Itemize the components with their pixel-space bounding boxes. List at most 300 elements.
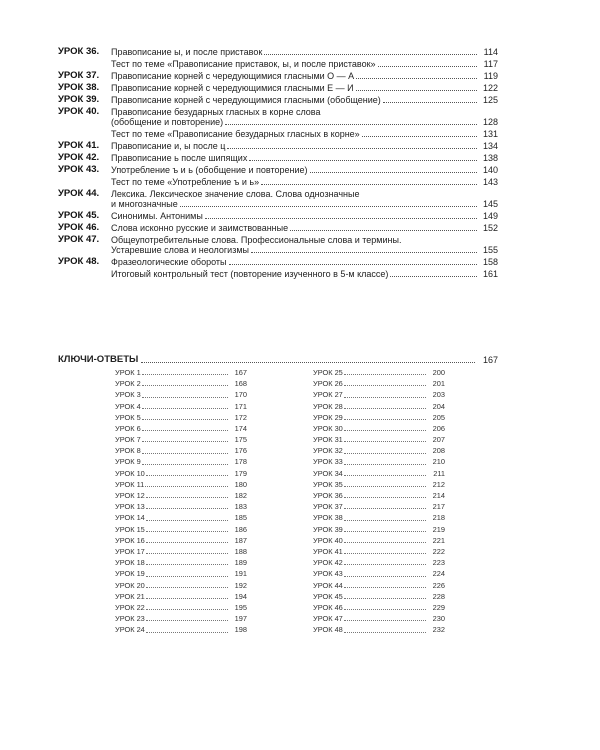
dot-leader: [344, 531, 426, 532]
dot-leader: [142, 374, 228, 375]
answer-key-item: [115, 568, 247, 579]
dot-leader: [146, 497, 228, 498]
dot-leader: [142, 430, 228, 431]
answer-key-lesson: УРОК 15: [115, 524, 145, 534]
toc-title-text: Фразеологические обороты: [111, 257, 227, 267]
toc-entry-description: [111, 189, 498, 209]
dot-leader: [142, 385, 228, 386]
answer-key-lesson: УРОК 27: [313, 390, 343, 400]
toc-title-text: Правописание корней с чередующимися гласными (обобщение): [111, 95, 381, 105]
answer-key-page: 187: [234, 535, 247, 545]
answer-key-page: 224: [432, 569, 445, 579]
answer-key-lesson: УРОК 36: [313, 491, 343, 501]
answer-key-page: 186: [234, 524, 247, 534]
toc-page-number: 131: [482, 129, 498, 139]
toc-title-text: (обобщение и повторение): [111, 117, 224, 127]
answer-key-lesson: УРОК 34: [313, 468, 343, 478]
toc-entry: [58, 95, 498, 105]
answer-key-item: [115, 479, 247, 490]
toc-page-number: 161: [482, 269, 498, 279]
toc-line: [111, 177, 498, 187]
lesson-number: УРОК 41.: [58, 140, 100, 151]
answer-key-lesson: УРОК 4: [115, 401, 141, 411]
toc-line: [111, 129, 498, 139]
dot-leader: [344, 632, 426, 633]
dot-leader: [146, 632, 228, 633]
dot-leader: [344, 486, 426, 487]
answer-key-lesson: УРОК 39: [313, 524, 343, 534]
dot-leader: [344, 620, 426, 621]
answer-key-item: [115, 512, 247, 523]
answer-key-page: 226: [432, 580, 445, 590]
dot-leader: [356, 78, 477, 79]
dot-leader: [180, 206, 477, 207]
answer-key-page: 197: [234, 614, 247, 624]
dot-leader: [344, 508, 426, 509]
toc-line: [111, 107, 498, 117]
answer-key-page: 180: [234, 479, 247, 489]
dot-leader: [142, 441, 228, 442]
answer-key-lesson: УРОК 9: [115, 457, 141, 467]
answer-key-item: [313, 378, 445, 389]
table-of-contents: [58, 47, 498, 279]
dot-leader: [344, 587, 426, 588]
dot-leader: [146, 553, 228, 554]
lesson-number: УРОК 38.: [58, 82, 100, 93]
answer-key-item: [115, 423, 247, 434]
toc-title-text: Правописание корней с чередующимися гласными О — А: [111, 71, 355, 81]
answer-key-item: [115, 457, 247, 468]
toc-entry: [58, 47, 498, 57]
toc-page-number: 152: [482, 223, 498, 233]
toc-entry: [58, 257, 498, 267]
lesson-number: УРОК 46.: [58, 222, 100, 233]
dot-leader: [142, 397, 228, 398]
keys-page-number: 167: [482, 355, 498, 365]
dot-leader: [378, 66, 477, 67]
answer-key-lesson: УРОК 30: [313, 423, 343, 433]
toc-title-text: Употребление ъ и ь (обобщение и повторение): [111, 165, 308, 175]
toc-page-number: 140: [482, 165, 498, 175]
answer-key-item: [115, 434, 247, 445]
answer-key-lesson: УРОК 6: [115, 423, 141, 433]
toc-entry: [58, 269, 498, 279]
toc-entry: [58, 153, 498, 163]
toc-entry-description: [111, 269, 498, 279]
answer-key-lesson: УРОК 22: [115, 602, 145, 612]
dot-leader: [344, 598, 426, 599]
answer-key-item: [115, 501, 247, 512]
dot-leader: [344, 419, 426, 420]
answer-key-item: [313, 389, 445, 400]
answer-key-page: 201: [432, 379, 445, 389]
answer-key-page: 188: [234, 546, 247, 556]
answer-key-item: [313, 412, 445, 423]
answer-key-page: 210: [432, 457, 445, 467]
answer-key-item: [115, 378, 247, 389]
answer-key-page: 228: [432, 591, 445, 601]
answer-key-lesson: УРОК 13: [115, 502, 145, 512]
answer-key-item: [115, 613, 247, 624]
answer-key-lesson: УРОК 29: [313, 412, 343, 422]
dot-leader: [344, 374, 426, 375]
answer-key-item: [313, 445, 445, 456]
dot-leader: [146, 475, 228, 476]
answer-key-page: 211: [433, 468, 445, 478]
answer-key-lesson: УРОК 20: [115, 580, 145, 590]
answer-key-lesson: УРОК 10: [115, 468, 145, 478]
toc-title-text: Тест по теме «Правописание приставок, ы, и после приставок»: [111, 59, 376, 69]
toc-page-number: 134: [482, 141, 498, 151]
answer-key-page: 223: [432, 558, 445, 568]
dot-leader: [290, 230, 477, 231]
answer-key-item: [313, 524, 445, 535]
answer-key-lesson: УРОК 21: [115, 591, 145, 601]
answer-key-item: [115, 557, 247, 568]
answer-key-lesson: УРОК 40: [313, 535, 343, 545]
answer-key-lesson: УРОК 14: [115, 513, 145, 523]
answer-key-lesson: УРОК 46: [313, 602, 343, 612]
answer-key-page: 168: [234, 379, 247, 389]
dot-leader: [344, 609, 426, 610]
lesson-number: УРОК 40.: [58, 106, 100, 117]
answer-key-item: [313, 580, 445, 591]
dot-leader: [344, 497, 426, 498]
answer-key-item: [115, 389, 247, 400]
toc-page-number: 149: [482, 211, 498, 221]
toc-page-number: 145: [482, 199, 498, 209]
toc-title-text: Тест по теме «Правописание безударных гласных в корне»: [111, 129, 360, 139]
answer-key-item: [313, 434, 445, 445]
answer-key-item: [313, 535, 445, 546]
toc-entry: [58, 211, 498, 221]
lesson-number: УРОК 42.: [58, 152, 100, 163]
toc-title-text: Правописание и, ы после ц: [111, 141, 226, 151]
toc-entry-description: [111, 211, 498, 221]
lesson-number: УРОК 48.: [58, 256, 100, 267]
answer-key-item: [115, 412, 247, 423]
lesson-number: УРОК 43.: [58, 164, 100, 175]
toc-line: [111, 235, 498, 245]
answer-key-item: [115, 624, 247, 635]
toc-entry-description: [111, 107, 498, 127]
lesson-number: УРОК 39.: [58, 94, 100, 105]
toc-title-text: Правописание ы, и после приставок: [111, 47, 263, 57]
toc-title-text: Правописание корней с чередующимися гласными Е — И: [111, 83, 354, 93]
answer-key-lesson: УРОК 33: [313, 457, 343, 467]
lesson-number: УРОК 45.: [58, 210, 100, 221]
answer-key-page: 170: [234, 390, 247, 400]
answer-key-lesson: УРОК 7: [115, 435, 141, 445]
answer-key-page: 217: [432, 502, 445, 512]
answer-key-page: 204: [432, 401, 445, 411]
answer-key-item: [115, 535, 247, 546]
toc-page-number: 117: [483, 59, 498, 69]
answer-key-item: [115, 468, 247, 479]
answer-key-lesson: УРОК 48: [313, 625, 343, 635]
answer-key-lesson: УРОК 18: [115, 558, 145, 568]
answer-key-page: 189: [234, 558, 247, 568]
dot-leader: [344, 464, 426, 465]
answer-key-item: [313, 613, 445, 624]
answer-key-item: [115, 546, 247, 557]
toc-line: [111, 153, 498, 163]
answer-key-lesson: УРОК 23: [115, 614, 145, 624]
answer-key-page: 229: [432, 602, 445, 612]
answer-key-item: [115, 524, 247, 535]
answer-key-lesson: УРОК 45: [313, 591, 343, 601]
toc-entry: [58, 141, 498, 151]
answer-key-lesson: УРОК 35: [313, 479, 343, 489]
toc-title-text: Тест по теме «Употребление ъ и ь»: [111, 177, 260, 187]
answer-key-item: [115, 591, 247, 602]
answer-key-page: 203: [432, 390, 445, 400]
dot-leader: [146, 576, 228, 577]
dot-leader: [344, 453, 426, 454]
dot-leader: [142, 408, 228, 409]
answer-key-item: [313, 602, 445, 613]
answer-key-page: 172: [234, 412, 247, 422]
dot-leader: [383, 102, 477, 103]
dot-leader: [344, 553, 426, 554]
dot-leader: [356, 90, 477, 91]
toc-title-text: Итоговый контрольный тест (повторение изученного в 5-м классе): [111, 269, 389, 279]
toc-page-number: 155: [482, 245, 498, 255]
dot-leader: [249, 160, 477, 161]
dot-leader: [344, 576, 426, 577]
toc-entry-description: [111, 47, 498, 57]
toc-entry-description: [111, 71, 498, 81]
toc-line: [111, 71, 498, 81]
answer-key-item: [313, 457, 445, 468]
answer-key-item: [313, 468, 445, 479]
toc-entry: [58, 223, 498, 233]
toc-entry-description: [111, 177, 498, 187]
toc-line: [111, 83, 498, 93]
dot-leader: [344, 397, 426, 398]
answer-key-page: 230: [432, 614, 445, 624]
toc-entry: [58, 59, 498, 69]
answer-key-page: 178: [234, 457, 247, 467]
answer-key-page: 212: [432, 479, 445, 489]
answer-key-page: 182: [234, 491, 247, 501]
answer-key-item: [313, 624, 445, 635]
toc-entry-description: [111, 223, 498, 233]
answer-key-page: 218: [432, 513, 445, 523]
dot-leader: [142, 419, 228, 420]
dot-leader: [225, 124, 477, 125]
dot-leader: [344, 520, 426, 521]
dot-leader: [145, 486, 228, 487]
toc-entry: [58, 165, 498, 175]
answer-key-page: 208: [432, 446, 445, 456]
answer-key-item: [115, 490, 247, 501]
dot-leader: [205, 218, 477, 219]
dot-leader: [344, 542, 426, 543]
answer-key-lesson: УРОК 26: [313, 379, 343, 389]
dot-leader: [146, 542, 228, 543]
answer-key-page: 219: [432, 524, 445, 534]
toc-line: [111, 117, 498, 127]
answer-key-lesson: УРОК 5: [115, 412, 141, 422]
toc-line: [111, 141, 498, 151]
dot-leader: [142, 464, 228, 465]
answer-key-item: [115, 580, 247, 591]
dot-leader: [344, 475, 426, 476]
dot-leader: [344, 441, 426, 442]
answer-key-lesson: УРОК 25: [313, 367, 343, 377]
answer-key-lesson: УРОК 37: [313, 502, 343, 512]
toc-page-number: 119: [483, 71, 498, 81]
keys-title: КЛЮЧИ-ОТВЕТЫ: [58, 354, 139, 365]
answer-key-lesson: УРОК 41: [313, 546, 343, 556]
answer-key-lesson: УРОК 24: [115, 625, 145, 635]
answer-key-page: 200: [432, 367, 445, 377]
answer-key-lesson: УРОК 28: [313, 401, 343, 411]
dot-leader: [261, 184, 477, 185]
toc-title-text: Устаревшие слова и неологизмы: [111, 245, 249, 255]
lesson-number: УРОК 47.: [58, 234, 100, 245]
toc-entry-description: [111, 129, 498, 139]
answer-key-item: [313, 490, 445, 501]
answer-key-item: [313, 367, 445, 378]
dot-leader: [146, 564, 228, 565]
toc-line: [111, 189, 498, 199]
answer-key-page: 175: [234, 435, 247, 445]
toc-title-text: Общеупотребительные слова. Профессиональные слова и термины.: [111, 235, 402, 245]
toc-entry-description: [111, 235, 498, 255]
toc-page-number: 125: [482, 95, 498, 105]
answer-key-page: 206: [432, 423, 445, 433]
dot-leader: [229, 264, 478, 265]
answer-key-page: 195: [234, 602, 247, 612]
answer-key-page: 205: [432, 412, 445, 422]
toc-title-text: Правописание безударных гласных в корне слова: [111, 107, 321, 117]
answer-key-lesson: УРОК 44: [313, 580, 343, 590]
answer-key-item: [313, 546, 445, 557]
answer-key-page: 222: [432, 546, 445, 556]
toc-line: [111, 211, 498, 221]
answer-key-lesson: УРОК 3: [115, 390, 141, 400]
answer-key-item: [115, 602, 247, 613]
answer-key-page: 232: [432, 625, 445, 635]
toc-line: [111, 257, 498, 267]
dot-leader: [310, 172, 477, 173]
dot-leader: [146, 587, 228, 588]
answer-key-item: [313, 512, 445, 523]
answer-key-lesson: УРОК 11: [115, 479, 145, 489]
dot-leader: [146, 531, 228, 532]
answer-key-item: [313, 557, 445, 568]
toc-line: [111, 269, 498, 279]
answer-key-lesson: УРОК 12: [115, 491, 145, 501]
toc-entry-description: [111, 83, 498, 93]
answer-key-page: 185: [234, 513, 247, 523]
dot-leader: [227, 148, 477, 149]
toc-entry: [58, 189, 498, 209]
toc-title-text: Правописание ь после шипящих: [111, 153, 248, 163]
toc-entry: [58, 129, 498, 139]
toc-line: [111, 47, 498, 57]
answer-key-item: [313, 479, 445, 490]
answer-key-lesson: УРОК 2: [115, 379, 141, 389]
dot-leader: [146, 598, 228, 599]
toc-line: [111, 245, 498, 255]
answer-key-lesson: УРОК 38: [313, 513, 343, 523]
answer-key-lesson: УРОК 1: [115, 367, 141, 377]
toc-title-text: Синонимы. Антонимы: [111, 211, 203, 221]
toc-page-number: 138: [482, 153, 498, 163]
answer-key-lesson: УРОК 31: [313, 435, 343, 445]
toc-entry-description: [111, 95, 498, 105]
answer-key-item: [115, 445, 247, 456]
dot-leader: [344, 408, 426, 409]
dot-leader: [390, 276, 477, 277]
answer-key-page: 183: [234, 502, 247, 512]
answer-key-page: 167: [234, 367, 247, 377]
toc-entry-description: [111, 165, 498, 175]
toc-entry: [58, 235, 498, 255]
answer-key-lesson: УРОК 32: [313, 446, 343, 456]
answer-key-page: 171: [234, 401, 247, 411]
answer-key-lesson: УРОК 19: [115, 569, 145, 579]
dot-leader: [264, 54, 477, 55]
toc-page-number: 122: [482, 83, 498, 93]
keys-column-right: [313, 367, 445, 636]
answer-key-page: 221: [432, 535, 445, 545]
answer-key-lesson: УРОК 17: [115, 546, 145, 556]
toc-entry-description: [111, 153, 498, 163]
answer-key-page: 214: [432, 491, 445, 501]
dot-leader: [146, 508, 228, 509]
toc-title-text: Слова исконно русские и заимствованные: [111, 223, 289, 233]
lesson-number: УРОК 36.: [58, 46, 100, 57]
toc-page-number: 143: [482, 177, 498, 187]
answer-key-page: 191: [234, 569, 247, 579]
keys-heading-row: [58, 354, 498, 365]
answer-key-item: [313, 568, 445, 579]
toc-title-text: Лексика. Лексическое значение слова. Слова однозначные: [111, 189, 360, 199]
dot-leader: [146, 520, 228, 521]
toc-line: [111, 223, 498, 233]
toc-entry-description: [111, 141, 498, 151]
dot-leader: [141, 362, 475, 363]
answer-key-lesson: УРОК 43: [313, 569, 343, 579]
answer-key-item: [115, 401, 247, 412]
dot-leader: [344, 430, 426, 431]
toc-title-text: и многозначные: [111, 199, 178, 209]
toc-entry: [58, 177, 498, 187]
answer-key-lesson: УРОК 47: [313, 614, 343, 624]
toc-line: [111, 165, 498, 175]
answer-key-page: 174: [234, 423, 247, 433]
answer-key-lesson: УРОК 42: [313, 558, 343, 568]
answer-key-page: 198: [234, 625, 247, 635]
answer-key-page: 194: [234, 591, 247, 601]
dot-leader: [146, 620, 228, 621]
dot-leader: [142, 453, 228, 454]
toc-entry-description: [111, 257, 498, 267]
toc-line: [111, 199, 498, 209]
answer-key-item: [313, 501, 445, 512]
answer-key-item: [115, 367, 247, 378]
answer-key-lesson: УРОК 16: [115, 535, 145, 545]
answer-key-page: 176: [234, 446, 247, 456]
toc-page-number: 128: [482, 117, 498, 127]
lesson-number: УРОК 44.: [58, 188, 100, 199]
toc-entry-description: [111, 59, 498, 69]
lesson-number: УРОК 37.: [58, 70, 100, 81]
